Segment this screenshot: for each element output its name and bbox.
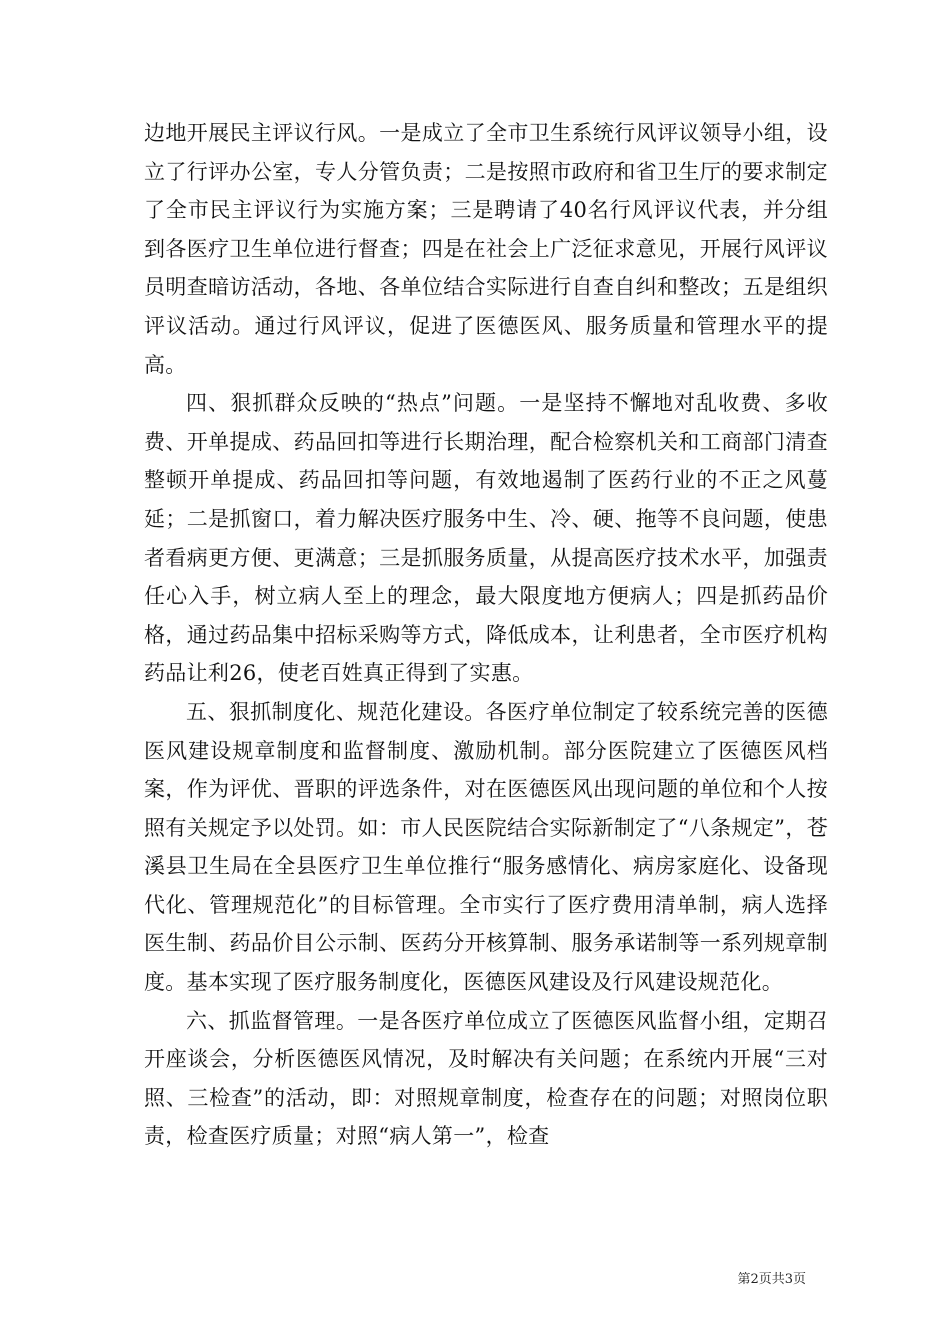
- document-body: [144, 114, 828, 1156]
- paragraph-2: 四、狠抓群众反映的“热点”问题。一是坚持不懈地对乱收费、多收费、开单提成、药品回扣等进行长期治理，配合检察机关和工商部门清查整顿开单提成、药品回扣等问题，有效地遏制了医药行业的不正之风蔓延；二是抓窗口，着力解决医疗服务中生、冷、硬、拖等不良问题，使患者看病更方便、更满意；三是抓服务质量，从提高医疗技术水平，加强责任心入手，树立病人至上的理念，最大限度地方便病人；四是抓药品价格，通过药品集中招标采购等方式，降低成本，让利患者，全市医疗机构药品让利26，使老百姓真正得到了实惠。: [144, 391, 828, 686]
- paragraph-1: 边地开展民主评议行风。一是成立了全市卫生系统行风评议领导小组，设立了行评办公室，专人分管负责；二是按照市政府和省卫生厅的要求制定了全市民主评议行为实施方案；三是聘请了40名行风评议代表，并分组到各医疗卫生单位进行督查；四是在社会上广泛征求意见，开展行风评议员明查暗访活动，各地、各单位结合实际进行自查自纠和整改；五是组织评议活动。通过行风评议，促进了医德医风、服务质量和管理水平的提高。: [144, 121, 828, 377]
- paragraph-4: 六、抓监督管理。一是各医疗单位成立了医德医风监督小组，定期召开座谈会，分析医德医风情况，及时解决有关问题；在系统内开展“三对照、三检查”的活动，即：对照规章制度，检查存在的问题；对照岗位职责，检查医疗质量；对照“病人第一”，检查: [144, 1008, 828, 1149]
- page-number-footer: 第2页共3页: [737, 1272, 806, 1287]
- paragraph-3: 五、狠抓制度化、规范化建设。各医疗单位制定了较系统完善的医德医风建设规章制度和监督制度、激励机制。部分医院建立了医德医风档案，作为评优、晋职的评选条件，对在医德医风出现问题的单位和个人按照有关规定予以处罚。如：市人民医院结合实际新制定了“八条规定”，苍溪县卫生局在全县医疗卫生单位推行“服务感情化、病房家庭化、设备现代化、管理规范化”的目标管理。全市实行了医疗费用清单制，病人选择医生制、药品价目公示制、医药分开核算制、服务承诺制等一系列规章制度。基本实现了医疗服务制度化，医德医风建设及行风建设规范化。: [144, 699, 828, 995]
